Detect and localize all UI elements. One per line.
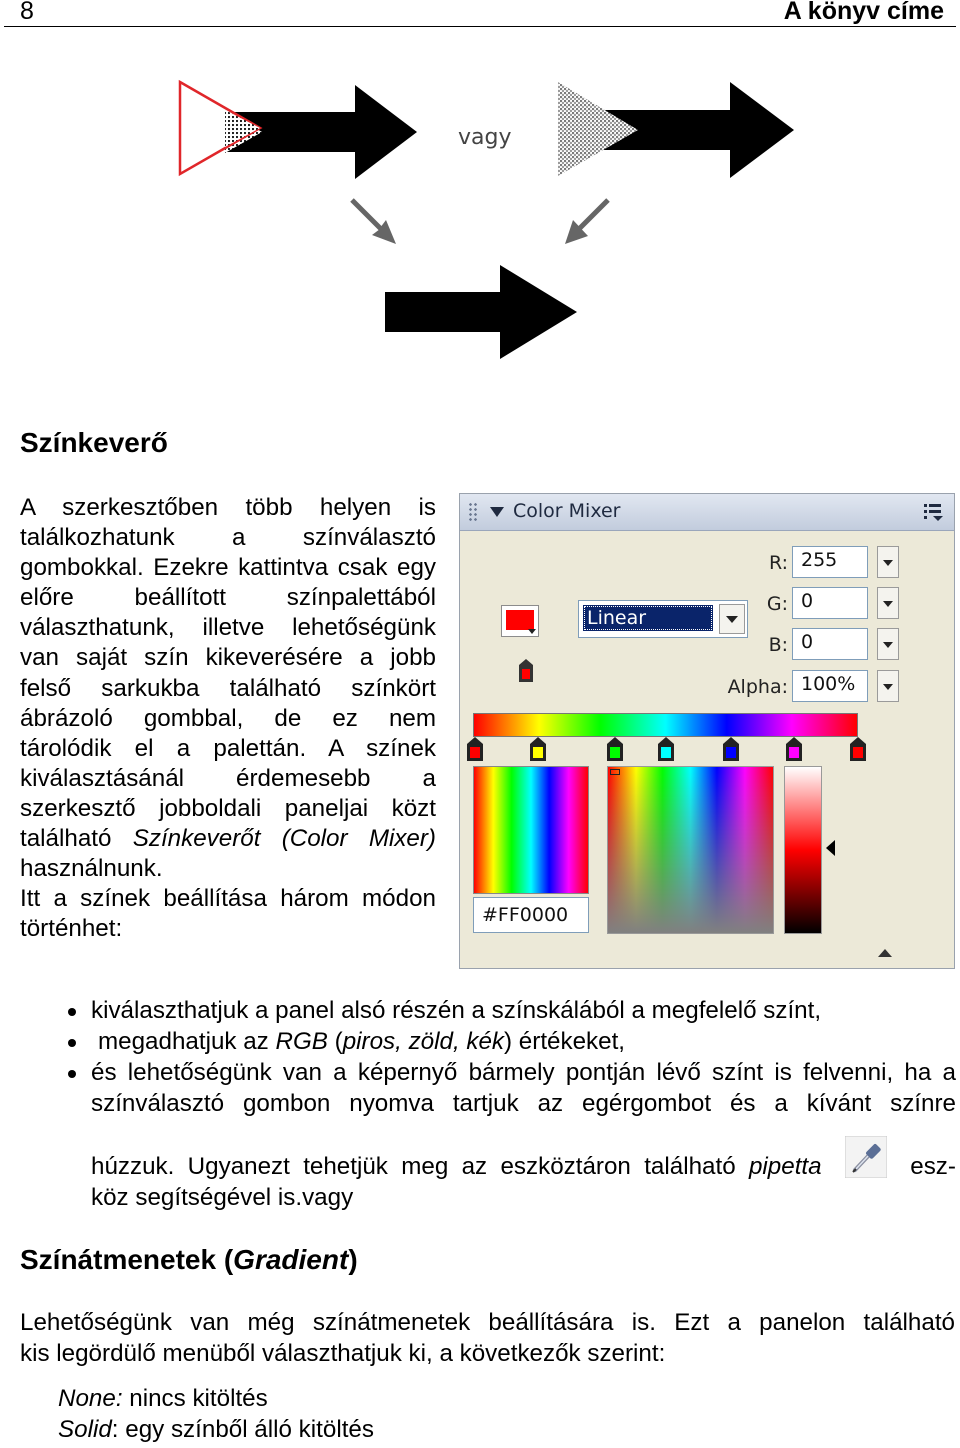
book-title: A könyv címe	[783, 0, 944, 25]
method-list	[66, 995, 956, 1213]
color-mixer-panel	[459, 493, 955, 969]
expand-triangle-icon[interactable]	[878, 949, 892, 957]
option-name: Solid	[58, 1415, 112, 1443]
gradient-stops	[460, 734, 954, 764]
gradient-paragraph	[20, 1308, 955, 1369]
b-field[interactable]: 0	[792, 628, 868, 660]
paragraph-line: Lehetőségünk van még színátmenetek beállítására is. Ezt a panelon található	[20, 1309, 955, 1336]
fill-type-value: Linear	[583, 605, 713, 631]
title-italic: Gradient	[233, 1244, 349, 1275]
list-item-text: kiválaszthatjuk a panel alsó részén a színskálából a megfelelő színt,	[91, 997, 822, 1024]
fill-type-select[interactable]	[578, 600, 748, 638]
alpha-field[interactable]: 100%	[792, 670, 868, 702]
arrow-bottom	[385, 265, 577, 359]
list-item-text: (	[327, 1028, 343, 1055]
gradient-stop-marker[interactable]	[723, 737, 739, 761]
paragraph-line: kis legördülő menüből választhatjuk ki, a következők szerint:	[20, 1339, 666, 1367]
fill-option-solid	[58, 1415, 374, 1446]
paint-bucket-icon[interactable]	[517, 658, 535, 684]
down-right-arrow	[352, 200, 396, 244]
bullet-icon	[68, 1070, 76, 1078]
panel-menu-icon[interactable]	[924, 503, 944, 521]
g-label: G:	[766, 593, 788, 615]
b-dropdown[interactable]	[877, 628, 899, 660]
option-desc: : egy színből álló kitöltés	[111, 1415, 374, 1443]
header-rule	[4, 26, 956, 27]
bullet-icon	[68, 1008, 76, 1016]
intro-text-line2: Itt a színek beállítása három módon történhet:	[20, 885, 436, 943]
fill-option-none	[58, 1384, 374, 1415]
bullet-icon	[68, 1039, 76, 1047]
alpha-label: Alpha:	[727, 676, 788, 698]
list-item	[66, 1026, 956, 1057]
list-item-continuation	[91, 1136, 956, 1182]
brightness-pointer-icon[interactable]	[826, 840, 835, 856]
list-item-text: megadhatjuk az	[98, 1028, 276, 1055]
rgb-colors: piros, zöld, kék	[342, 1028, 505, 1055]
g-field[interactable]: 0	[792, 587, 868, 619]
list-item-text: húzzuk. Ugyanezt tehetjük meg az eszköztáron található	[91, 1153, 749, 1180]
or-label: vagy	[458, 125, 512, 150]
section-title-gradient	[20, 1244, 358, 1276]
gradient-stop-marker[interactable]	[607, 737, 623, 761]
intro-text-part2: használnunk.	[20, 855, 163, 883]
intro-paragraph	[20, 493, 436, 944]
rgb-term: RGB	[275, 1028, 328, 1055]
eyedropper-icon	[845, 1136, 887, 1178]
gradient-stop-marker[interactable]	[530, 737, 546, 761]
page-number: 8	[20, 0, 34, 25]
arrow-right-top	[558, 82, 794, 178]
color-space-picker[interactable]	[607, 766, 774, 934]
color-picker-crosshair[interactable]	[610, 769, 620, 775]
panel-title: Color Mixer	[513, 500, 621, 522]
list-item-text: esz-	[910, 1153, 956, 1180]
r-dropdown[interactable]	[877, 546, 899, 578]
grip-icon[interactable]	[468, 502, 478, 522]
title-text: Színátmenetek (	[20, 1244, 234, 1275]
collapse-triangle-icon[interactable]	[490, 507, 504, 517]
section-title-mixer: Színkeverő	[20, 427, 168, 458]
panel-titlebar[interactable]	[460, 494, 954, 531]
down-left-arrow	[565, 200, 608, 244]
gradient-stop-marker[interactable]	[850, 737, 866, 761]
arrow-figure	[160, 60, 815, 375]
title-text: )	[348, 1244, 358, 1275]
list-item	[66, 1057, 956, 1213]
hex-field[interactable]: #FF0000	[473, 897, 589, 933]
gradient-stop-marker[interactable]	[786, 737, 802, 761]
list-item-text: és lehetőségünk van a képernyő bármely pontján lévő színt is felvenni, ha a színválasztó gombon nyomva tartjuk az egérgombot és a kívánt színre	[91, 1059, 956, 1117]
gradient-stop-marker[interactable]	[467, 737, 483, 761]
gradient-stop-marker[interactable]	[658, 737, 674, 761]
color-spectrum[interactable]	[473, 766, 589, 894]
b-label: B:	[768, 634, 788, 656]
list-item-text: köz segítségével is.vagy	[91, 1184, 354, 1211]
fill-color-button[interactable]	[501, 605, 539, 637]
list-item-text: ) értékeket,	[504, 1028, 626, 1055]
list-item	[66, 995, 956, 1026]
fill-options-list	[58, 1384, 374, 1445]
r-label: R:	[768, 552, 788, 574]
intro-text-italic: Színkeverőt (Color Mixer)	[132, 825, 436, 853]
arrow-left-top	[180, 82, 417, 179]
r-field[interactable]: 255	[792, 546, 868, 578]
g-dropdown[interactable]	[877, 587, 899, 619]
intro-text-part1: A szerkesztőben több helyen is találkozhatunk a színválasztó gombokkal. Ezekre kattintva csak egy előre beállított színpalettából választhatunk, illetve lehetőségünk van saját szín kikeverésére a jobb felső sarkukba található színkört ábrázoló gombbal, de ez nem tárolódik el a palettán. A színek kiválasztásánál érdemesebb a szerkesztő jobboldali paneljai közt található	[20, 494, 436, 853]
alpha-dropdown[interactable]	[877, 670, 899, 702]
option-name: None:	[58, 1385, 123, 1412]
fill-type-dropdown-button[interactable]	[719, 604, 745, 634]
option-desc: nincs kitöltés	[122, 1385, 268, 1412]
pipette-term: pipetta	[748, 1153, 822, 1180]
brightness-slider[interactable]	[784, 766, 822, 934]
